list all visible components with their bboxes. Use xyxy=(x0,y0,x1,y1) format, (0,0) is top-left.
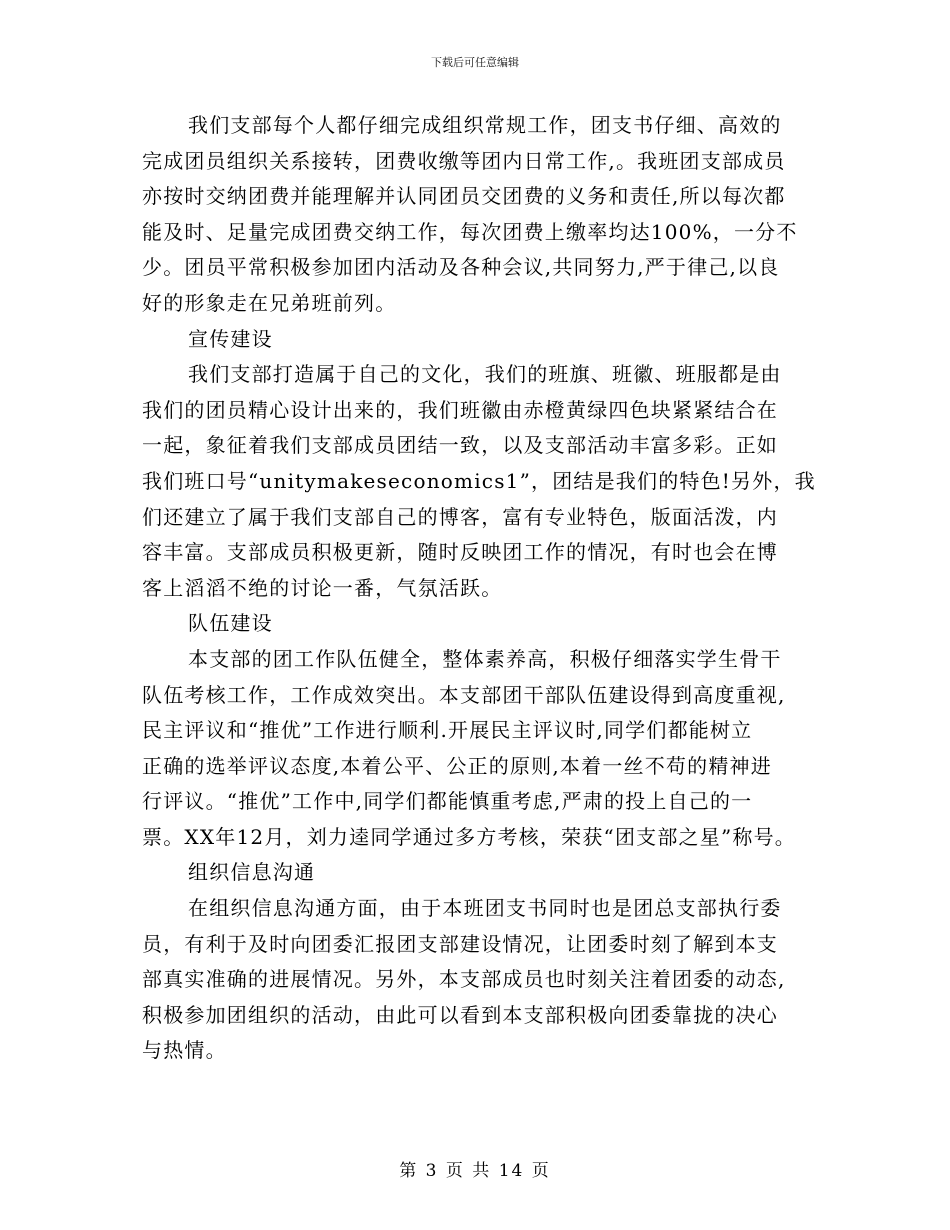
section-heading-communication: 组织信息沟通 xyxy=(188,860,316,885)
page-header: 下载后可任意编辑 xyxy=(431,56,519,69)
paragraph-line: 客上滔滔不绝的讨论一番，气氛活跃。 xyxy=(142,575,503,600)
section-heading-team: 队伍建设 xyxy=(188,611,273,636)
paragraph-line: 一起，象征着我们支部成员团结一致，以及支部活动丰富多彩。正如 xyxy=(142,433,778,458)
paragraph-line: 我们班口号“unitymakeseconomics1”，团结是我们的特色!另外，我 xyxy=(142,468,816,493)
paragraph-line: 容丰富。支部成员积极更新，随时反映团工作的情况，有时也会在博 xyxy=(142,540,778,565)
paragraph-line: 票。XX年12月，刘力逵同学通过多方考核，荣获“团支部之星”称号。 xyxy=(142,824,796,849)
paragraph-line: 们还建立了属于我们支部自己的博客，富有专业特色，版面活泼，内 xyxy=(142,504,778,529)
paragraph-line: 本支部的团工作队伍健全，整体素养高，积极仔细落实学生骨干 xyxy=(188,646,782,671)
paragraph-line: 在组织信息沟通方面，由于本班团支书同时也是团总支部执行委 xyxy=(188,896,782,921)
paragraph-line: 积极参加团组织的活动，由此可以看到本支部积极向团委靠拢的决心 xyxy=(142,1002,778,1027)
paragraph-line: 民主评议和“推优”工作进行顺利.开展民主评议时,同学们都能树立 xyxy=(142,718,753,743)
paragraph-line: 少。团员平常积极参加团内活动及各种会议,共同努力,严于律己,以良 xyxy=(142,255,780,280)
paragraph-line: 能及时、足量完成团费交纳工作，每次团费上缴率均达100%，一分不 xyxy=(142,219,798,244)
paragraph-line: 与热情。 xyxy=(142,1038,227,1063)
paragraph-line: 好的形象走在兄弟班前列。 xyxy=(142,290,397,315)
paragraph-line: 我们支部打造属于自己的文化，我们的班旗、班徽、班服都是由 xyxy=(188,362,782,387)
paragraph-line: 员，有利于及时向团委汇报团支部建设情况，让团委时刻了解到本支 xyxy=(142,931,778,956)
section-heading-publicity: 宣传建设 xyxy=(188,326,273,351)
paragraph-line: 部真实准确的进展情况。另外，本支部成员也时刻关注着团委的动态, xyxy=(142,967,786,992)
paragraph-line: 队伍考核工作，工作成效突出。本支部团干部队伍建设得到高度重视, xyxy=(142,682,786,707)
paragraph-line: 亦按时交纳团费并能理解并认同团员交团费的义务和责任,所以每次都 xyxy=(142,184,786,209)
paragraph-line: 我们的团员精心设计出来的，我们班徽由赤橙黄绿四色块紧紧结合在 xyxy=(142,397,778,422)
page-footer: 第 3 页 共 14 页 xyxy=(399,1161,551,1181)
paragraph-line: 完成团员组织关系接转，团费收缴等团内日常工作,。我班团支部成员 xyxy=(142,148,786,173)
paragraph-line: 我们支部每个人都仔细完成组织常规工作，团支书仔细、高效的 xyxy=(188,113,782,137)
paragraph-line: 行评议。“推优”工作中,同学们都能慎重考虑,严肃的投上自己的一 xyxy=(142,789,753,814)
paragraph-line: 正确的选举评议态度,本着公平、公正的原则,本着一丝不苟的精神进 xyxy=(142,753,772,778)
document-body xyxy=(142,108,822,1069)
